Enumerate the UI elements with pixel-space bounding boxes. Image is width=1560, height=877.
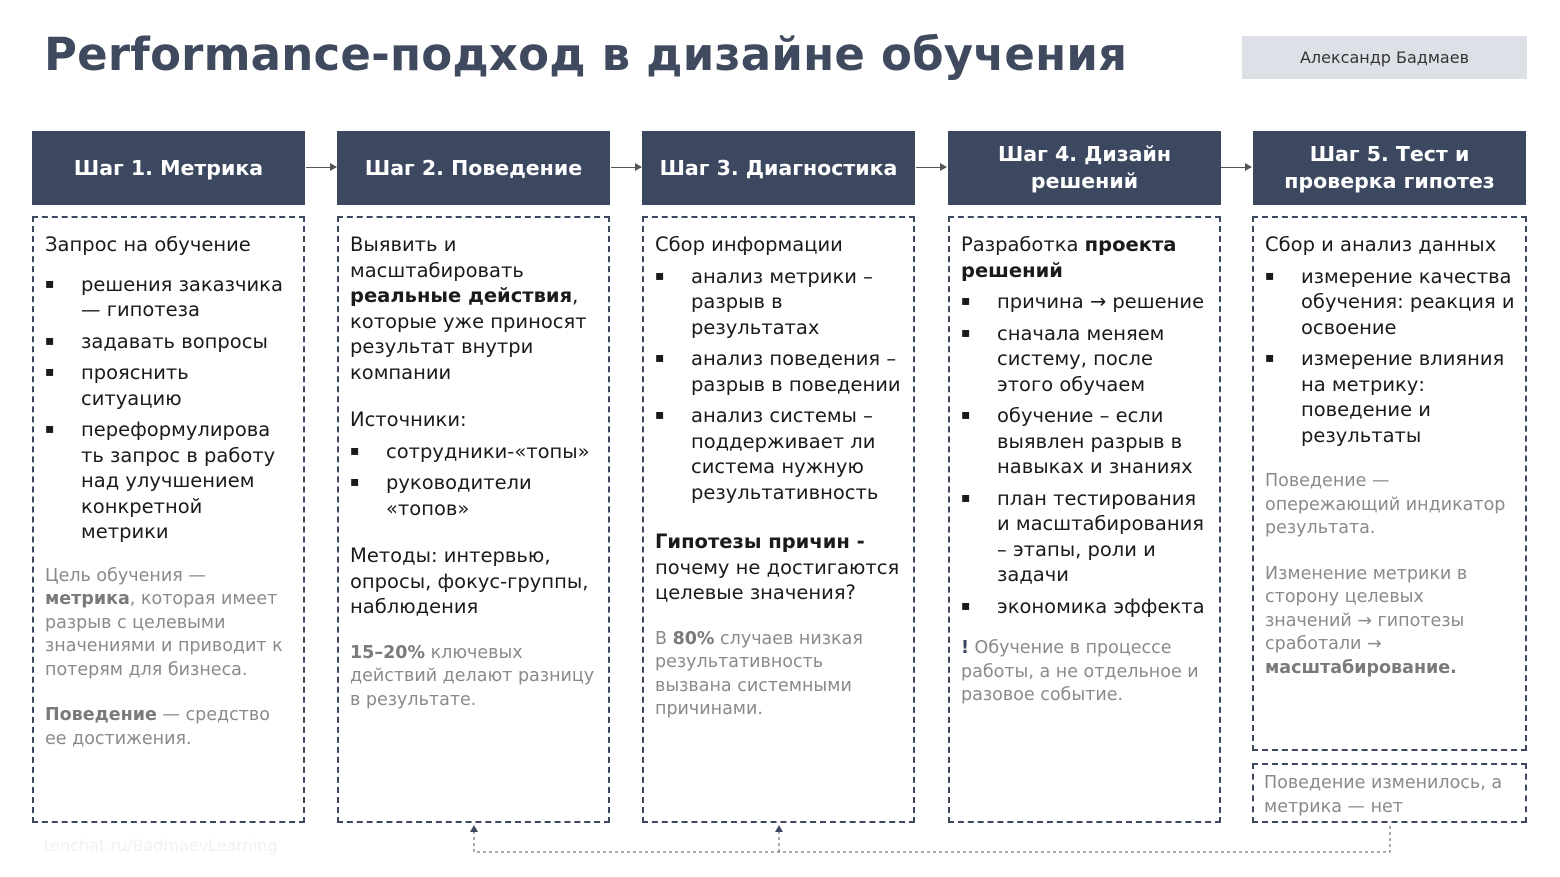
step5-note-leading: Поведение — опережающий индикатор результата. [1265, 471, 1506, 538]
list-item: ▪ переформулирова ть запрос в работу над улучшением конкретной метрики [45, 417, 293, 545]
list-item: ▪ руководители «топов» [350, 470, 598, 521]
list-item: ▪ анализ системы – поддерживает ли система нужную результативность [655, 403, 903, 505]
step2-methods: Методы: интервью, опросы, фокус-группы, наблюдения [350, 544, 589, 618]
author-badge: Александр Бадмаев [1242, 36, 1527, 79]
list-item: ▪ прояснить ситуацию [45, 360, 293, 411]
list-item: ▪ измерение качества обучения: реакция и освоение [1265, 264, 1515, 341]
list-item: ▪ анализ поведения – разрыв в поведении [655, 346, 903, 397]
list-item: ▪ экономика эффекта [961, 594, 1209, 620]
step4-note: ! Обучение в процессе работы, а не отдельное и разовое событие. [961, 638, 1199, 705]
step5-intro: Сбор и анализ данных [1265, 233, 1497, 256]
step1-intro: Запрос на обучение [45, 233, 251, 256]
step3-header: Шаг 3. Диагностика [642, 131, 915, 205]
list-item: ▪ обучение – если выявлен разрыв в навыках и знаниях [961, 403, 1209, 480]
footer-link: tenchat.ru/BadmaevLearning [44, 836, 278, 855]
step2-intro: Выявить и масштабировать реальные действия, которые уже приносят результат внутри компании [350, 233, 587, 384]
step5-header: Шаг 5. Тест и проверка гипотез [1253, 131, 1526, 205]
list-item: ▪ причина → решение [961, 289, 1209, 315]
page-title: Performance-подход в дизайне обучения [44, 28, 1128, 81]
list-item: ▪ задавать вопросы [45, 329, 293, 355]
list-item: ▪ сотрудники-«топы» [350, 439, 598, 465]
step4-header: Шаг 4. Дизайн решений [948, 131, 1221, 205]
step3-hypotheses: Гипотезы причин - почему не достигаются целевые значения? [655, 530, 900, 604]
arrow-up-icon [470, 825, 478, 832]
list-item: ▪ измерение влияния на метрику: поведение и результаты [1265, 346, 1515, 448]
step2-note: 15–20% ключевых действий делают разницу в результате. [350, 642, 595, 710]
step3-intro: Сбор информации [655, 233, 843, 256]
list-item: ▪ анализ метрики – разрыв в результатах [655, 264, 903, 341]
list-item: ▪ план тестирования и масштабирования – этапы, роли и задачи [961, 486, 1209, 588]
list-item: ▪ сначала меняем систему, после этого обучаем [961, 321, 1209, 398]
step1-header: Шаг 1. Метрика [32, 131, 305, 205]
step1-note-behavior: Поведение — средство ее достижения. [45, 705, 270, 749]
step2-sources-label: Источники: [350, 408, 467, 431]
step4-intro: Разработка проекта решений [961, 233, 1177, 282]
step5-feedback-box: Поведение изменилось, а метрика — нет [1252, 763, 1527, 823]
step3-note: В 80% случаев низкая результативность вызвана системными причинами. [655, 628, 863, 719]
list-item: ▪ решения заказчика — гипотеза [45, 272, 293, 323]
arrow-up-icon [775, 825, 783, 832]
step1-note-goal: Цель обучения — метрика, которая имеет разрыв с целевыми значениями и приводит к потерям для бизнеса. [45, 565, 283, 680]
step2-header: Шаг 2. Поведение [337, 131, 610, 205]
step5-note-scale: Изменение метрики в сторону целевых значений → гипотезы сработали → масштабирование. [1265, 563, 1468, 678]
